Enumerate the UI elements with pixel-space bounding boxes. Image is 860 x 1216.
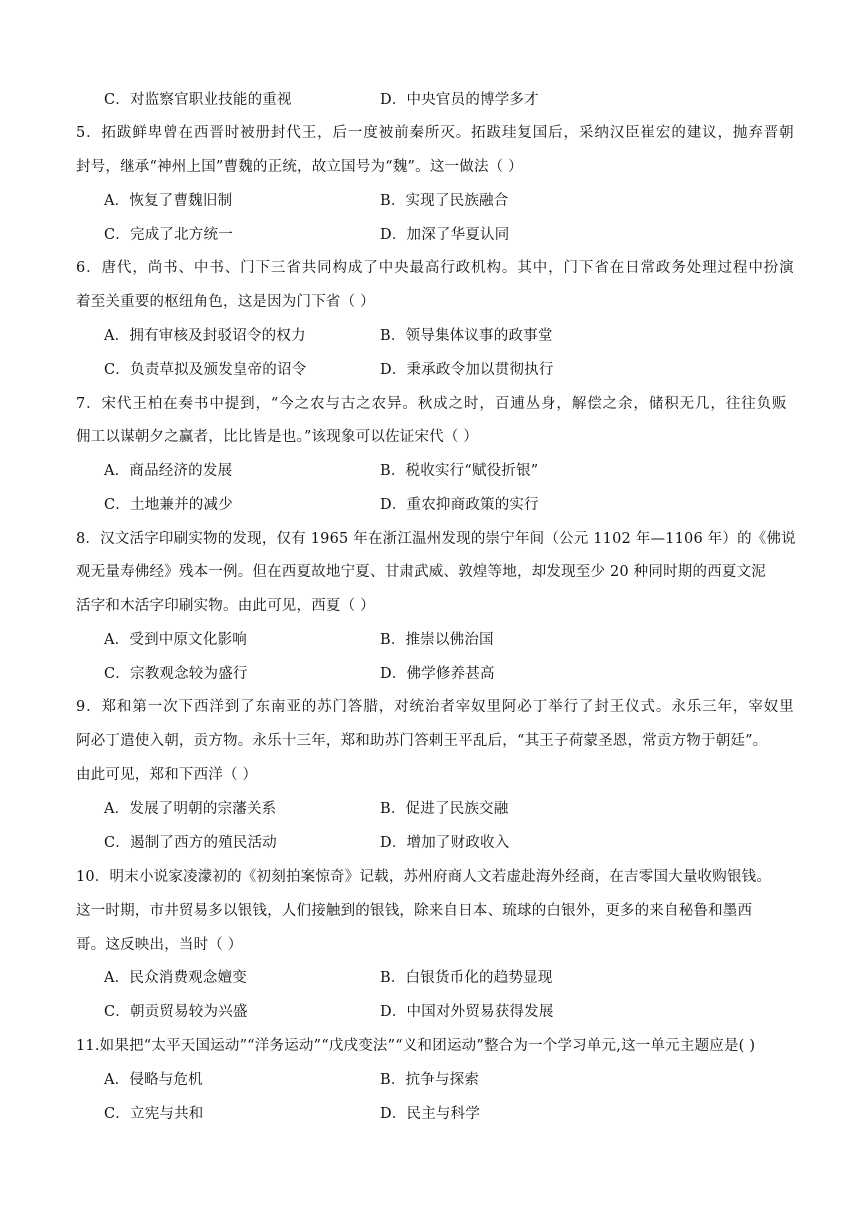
q11-stem-line-1: 11.如果把“太平天国运动”“洋务运动”“戊戌变法”“义和团运动”整合为一个学习单元,这一单元主题应是( ) (76, 1038, 756, 1054)
q11-option-b: B．抗争与探索 (380, 1072, 480, 1088)
q7-stem-line-1: 7．宋代王柏在奏书中提到，“今之农与古之农异。秋成之时，百逋丛身，解偿之余，储积无几，往往负贩 (76, 396, 788, 412)
q8-option-c: C．宗教观念较为盛行 (104, 666, 248, 682)
q10-option-d: D．中国对外贸易获得发展 (380, 1004, 554, 1020)
q6-option-b: B．领导集体议事的政事堂 (380, 328, 553, 344)
q6-option-d: D．秉承政令加以贯彻执行 (380, 362, 554, 378)
q7-option-b: B．税收实行“赋役折银” (380, 463, 539, 479)
q8-option-a: A．受到中原文化影响 (104, 632, 247, 648)
q11-option-d: D．民主与科学 (380, 1106, 481, 1122)
q9-option-d: D．增加了财政收入 (380, 835, 510, 851)
q6-stem-line-2: 着至关重要的枢纽角色，这是因为门下省（ ） (76, 294, 375, 310)
q8-option-d: D．佛学修养甚高 (380, 666, 495, 682)
q5-option-c: C．完成了北方统一 (104, 227, 233, 243)
q9-option-a: A．发展了明朝的宗藩关系 (104, 801, 277, 817)
q10-stem-line-2: 这一时期，市井贸易多以银钱，人们接触到的银钱，除来自日本、琉球的白银外，更多的来自秘鲁和墨西 (76, 903, 753, 919)
q5-stem-line-2: 封号，继承“神州上国”曹魏的正统，故立国号为“魏”。这一做法（ ） (76, 159, 523, 175)
q9-option-b: B．促进了民族交融 (380, 801, 509, 817)
q9-option-c: C．遏制了西方的殖民活动 (104, 835, 277, 851)
q6-option-c: C．负责草拟及颁发皇帝的诏令 (104, 362, 307, 378)
q11-option-a: A．侵略与危机 (104, 1072, 203, 1088)
q8-stem-line-1: 8．汉文活字印刷实物的发现，仅有 1965 年在浙江温州发现的崇宁年间（公元 1102 年—1106 年）的《佛说 (76, 531, 796, 547)
q7-option-a: A．商品经济的发展 (104, 463, 233, 479)
q10-option-a: A．民众消费观念嬗变 (104, 970, 247, 986)
q5-option-b: B．实现了民族融合 (380, 193, 509, 209)
q6-stem-line-1: 6．唐代，尚书、中书、门下三省共同构成了中央最高行政机构。其中，门下省在日常政务处理过程中扮演 (76, 260, 795, 276)
q8-stem-line-3: 活字和木活字印刷实物。由此可见，西夏（ ） (76, 598, 375, 614)
q10-stem-line-3: 哥。这反映出，当时（ ） (76, 937, 243, 953)
q10-option-c: C．朝贡贸易较为兴盛 (104, 1004, 248, 1020)
q4-option-d: D．中央官员的博学多才 (380, 92, 539, 108)
q7-option-d: D．重农抑商政策的实行 (380, 497, 539, 513)
q9-stem-line-2: 阿必丁遣使入朝，贡方物。永乐十三年，郑和助苏门答剌王平乱后，“其王子荷蒙圣恩，常贡方物于朝廷”。 (76, 733, 768, 749)
q9-stem-line-3: 由此可见，郑和下西洋（ ） (76, 767, 258, 783)
q9-stem-line-1: 9．郑和第一次下西洋到了东南亚的苏门答腊，对统治者宰奴里阿必丁举行了封王仪式。永乐三年，宰奴里 (76, 699, 795, 715)
q5-option-a: A．恢复了曹魏旧制 (104, 193, 233, 209)
q11-option-c: C．立宪与共和 (104, 1106, 204, 1122)
q10-option-b: B．白银货币化的趋势显现 (380, 970, 553, 986)
q7-stem-line-2: 佣工以谋朝夕之赢者，比比皆是也。”该现象可以佐证宋代（ ） (76, 429, 479, 445)
q5-option-d: D．加深了华夏认同 (380, 227, 510, 243)
q7-option-c: C．土地兼并的减少 (104, 497, 233, 513)
q6-option-a: A．拥有审核及封驳诏令的权力 (104, 328, 306, 344)
q5-stem-line-1: 5．拓跋鲜卑曾在西晋时被册封代王，后一度被前秦所灭。拓跋珪复国后，采纳汉臣崔宏的建议，抛弃晋朝 (76, 125, 795, 141)
q10-stem-line-1: 10．明末小说家凌濛初的《初刻拍案惊奇》记载，苏州府商人文若虚赴海外经商，在吉零国大量收购银钱。 (76, 869, 772, 885)
q4-option-c: C．对监察官职业技能的重视 (104, 92, 292, 108)
q8-option-b: B．推崇以佛治国 (380, 632, 494, 648)
q8-stem-line-2: 观无量寿佛经》残本一例。但在西夏故地宁夏、甘肃武威、敦煌等地，却发现至少 20 种同时期的西夏文泥 (76, 564, 766, 580)
